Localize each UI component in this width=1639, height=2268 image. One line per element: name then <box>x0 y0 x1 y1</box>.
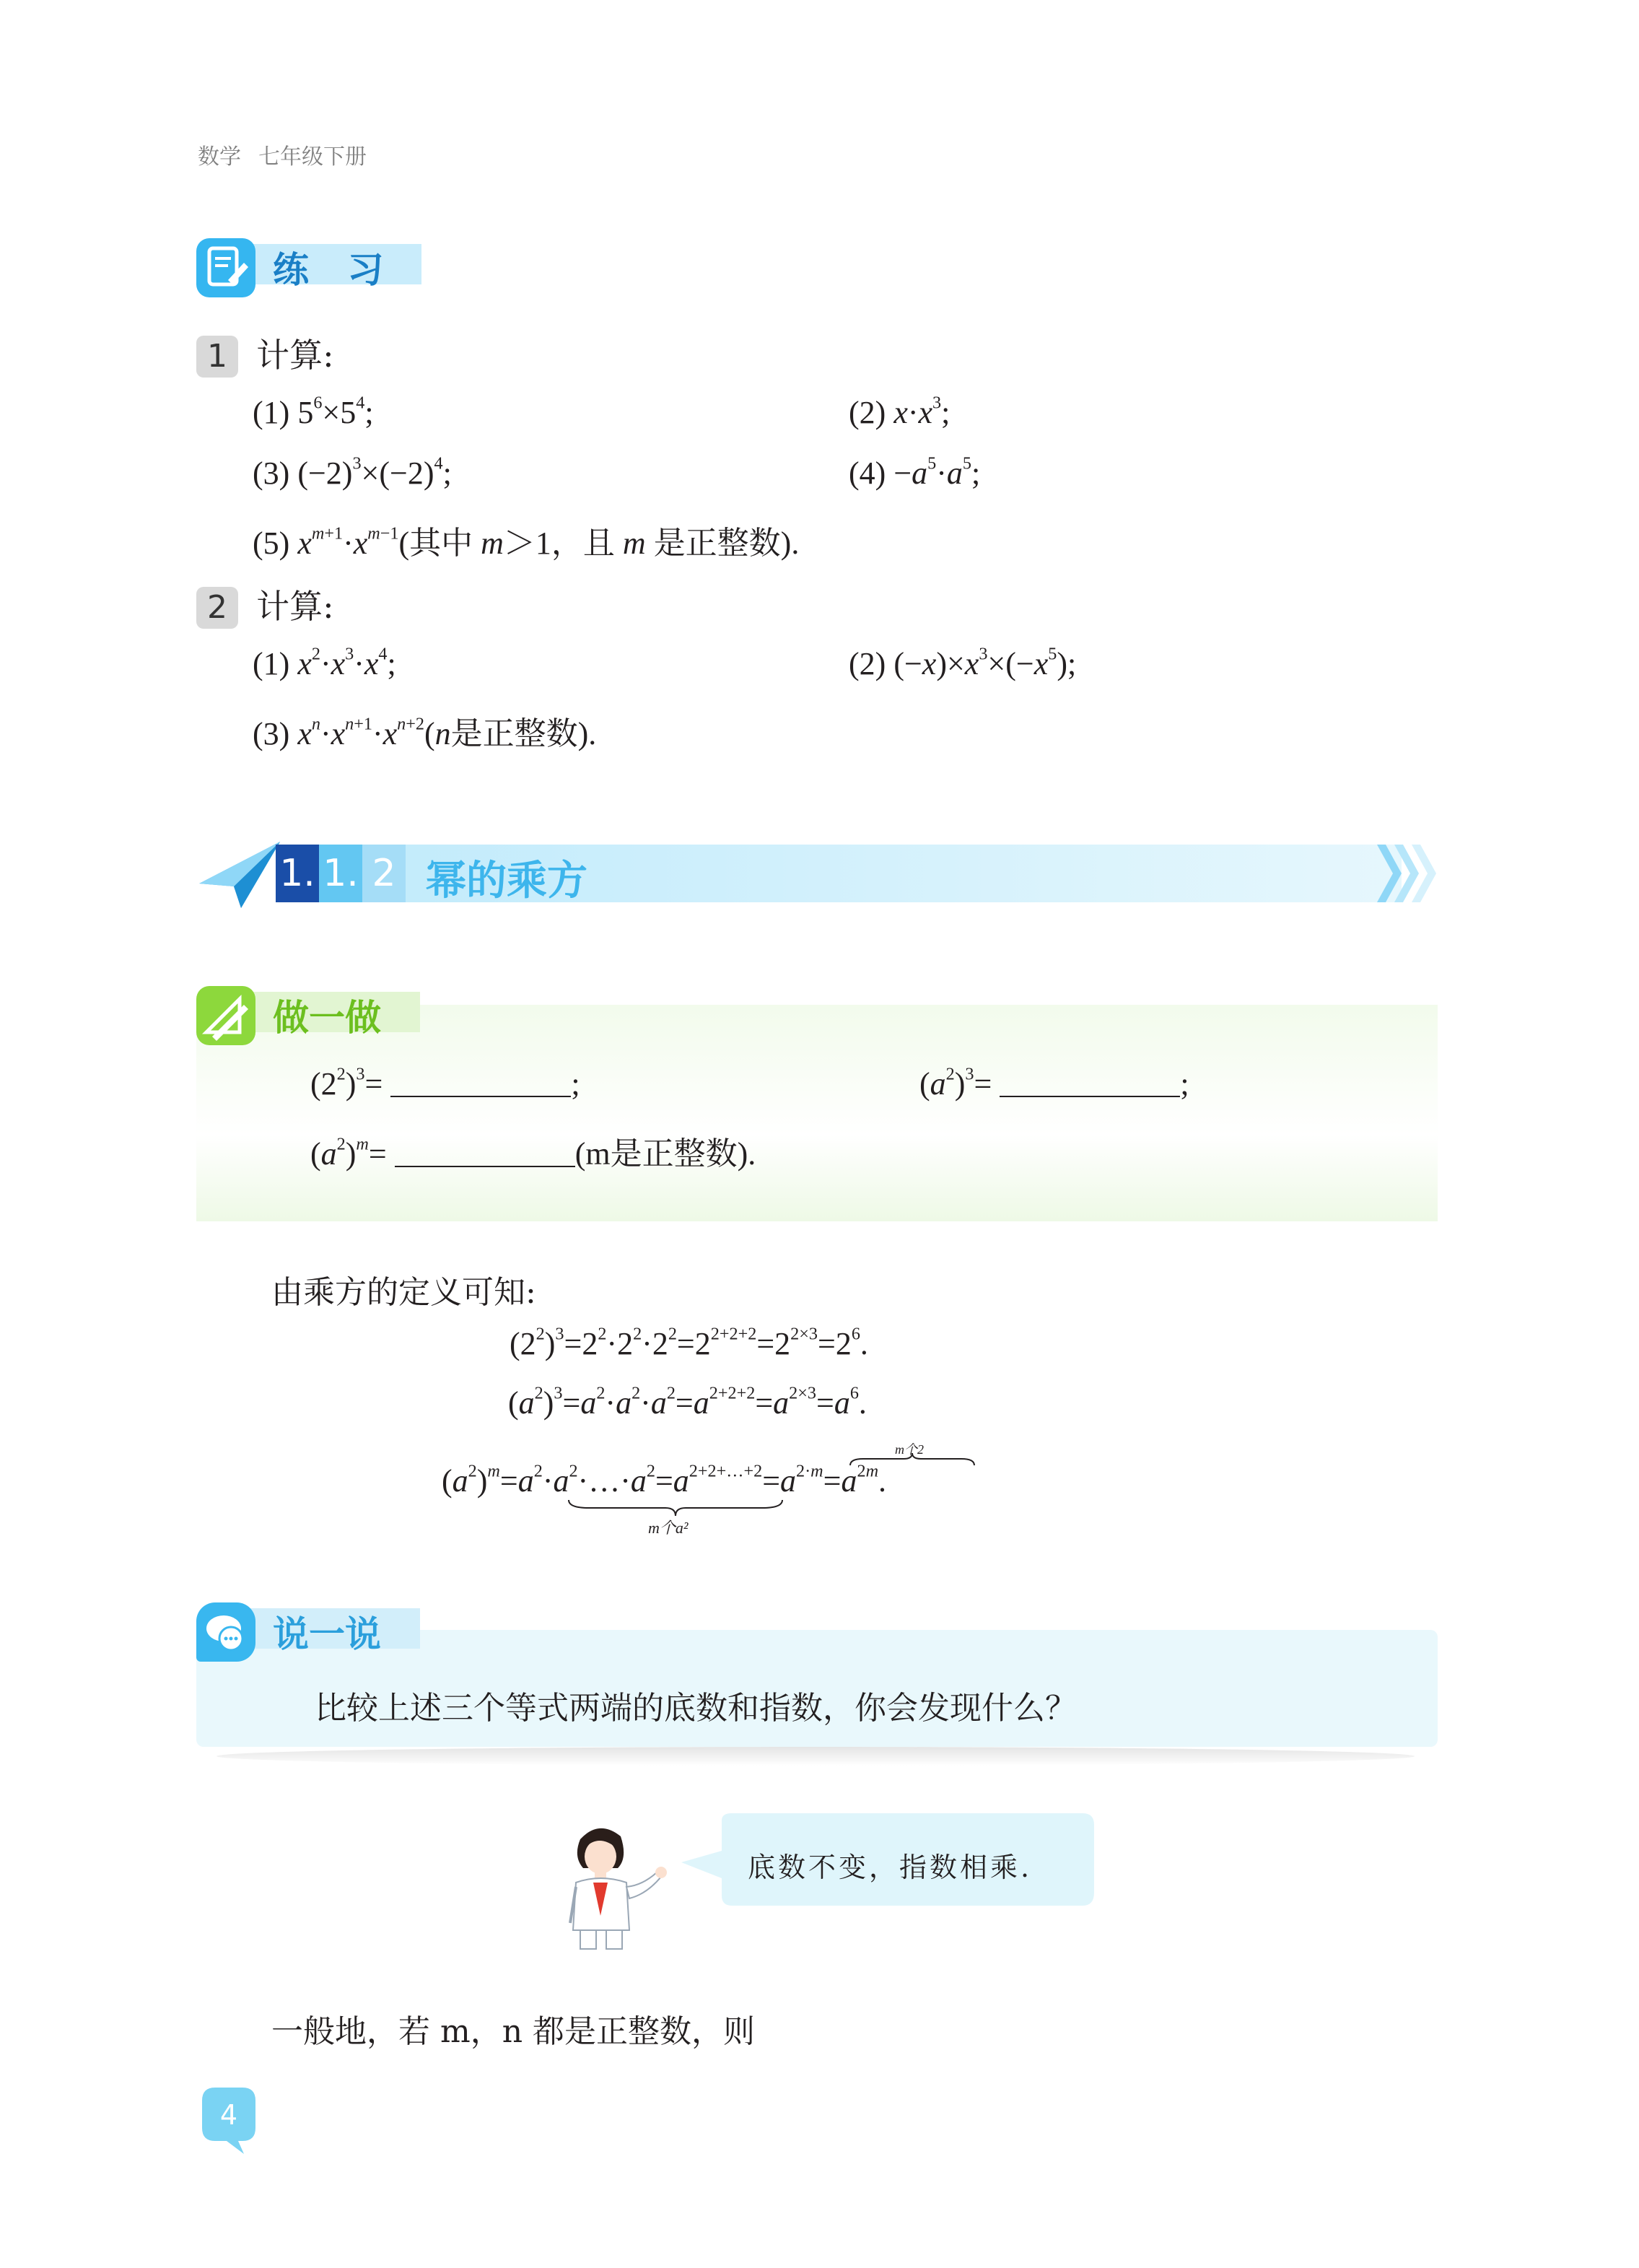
page-header <box>198 139 367 170</box>
item-label: (2) <box>849 646 886 681</box>
do-it-tag <box>196 986 427 1039</box>
item-label: (2) <box>849 395 886 430</box>
question-label: 计算: <box>256 336 334 375</box>
underbrace-icon <box>567 1499 784 1517</box>
ruler-pencil-icon <box>196 986 255 1045</box>
practice-tag <box>196 238 427 291</box>
question-2-heading <box>196 580 334 629</box>
q1-item-3: (3) $(-2)^3\times(-2)^4$; <box>253 453 452 491</box>
header-subject: 数学 <box>198 144 241 170</box>
item-label: (5) <box>253 525 290 561</box>
header-grade: 七年级下册 <box>258 144 367 170</box>
paper-plane-icon <box>196 839 283 908</box>
say-it-tag-label: 说一说 <box>273 1613 381 1655</box>
do-it-box <box>196 1005 1438 1221</box>
item-label: (1) <box>253 646 290 681</box>
section-number-1: 1. <box>276 845 319 902</box>
notepad-icon <box>196 238 255 297</box>
q1-item-4: $(4) -a^5\cdot a^5$; <box>849 453 981 491</box>
speech-bubble-text: 底数不变，指数相乘. <box>748 1852 1033 1883</box>
do-it-eq-2: $(a^2)^3=$ ; <box>919 1064 1189 1102</box>
item-label: (1) <box>253 395 290 430</box>
speech-bubble-icon <box>196 1602 255 1662</box>
brace-label-top: m个2 <box>895 1442 924 1457</box>
question-label: 计算: <box>256 587 334 626</box>
q2-item-3: (3) $x^n\cdot x^{n+1}\cdot x^{n+2}(n$是正整数). <box>253 714 597 751</box>
brace-label-bottom: m个a² <box>648 1519 689 1537</box>
answer-blank[interactable] <box>390 1071 571 1097</box>
page-number: 4 <box>219 2099 238 2131</box>
section-number-2: 1. <box>319 845 362 902</box>
q2-item-1: (1) $x^2\cdot x^3\cdot x^4$; <box>253 644 396 681</box>
section-heading-bar <box>196 839 1438 908</box>
question-1-heading <box>196 329 334 378</box>
question-number: 1 <box>196 336 238 378</box>
section-number-3: 2 <box>362 845 406 902</box>
girl-illustration <box>548 1822 671 1952</box>
question-number: 2 <box>196 587 238 629</box>
answer-blank[interactable] <box>1000 1071 1180 1097</box>
q1-item-1: (1) $5^6\times 5^4$; <box>253 393 374 430</box>
do-it-eq-1: $(2^2)^3=$ ; <box>310 1064 580 1102</box>
q2-item-2: (2) $(-x)\times x^3\times(-x^5)$; <box>849 644 1077 681</box>
definition-eq-1: $(2^2)^3=2^2\cdot 2^2\cdot 2^2=2^{2+2+2}=2^{2\times 3}=2^6$. <box>510 1324 868 1361</box>
general-statement: 一般地，若 m，n 都是正整数，则 <box>271 2013 756 2050</box>
q1-item-2: (2) $x\cdot x^3$; <box>849 393 950 430</box>
item-label: (3) <box>253 716 290 751</box>
practice-tag-label: 练 习 <box>273 249 397 291</box>
definition-intro: 由乘方的定义可知: <box>271 1274 536 1311</box>
definition-eq-3: $(a^2)^m=a^2\cdot a^2\cdot\dots\cdot a^2=a^{2+2+\dots+2}=a^{2\cdot m}=a^{2m}$. <box>442 1461 887 1499</box>
q1-item-5: (5) $x^{m+1}\cdot x^{m-1}$(其中 m＞1，且 m 是正整数). <box>253 523 800 561</box>
item-label: (3) <box>253 455 290 491</box>
do-it-tag-label: 做一做 <box>273 997 381 1039</box>
do-it-eq-3: $(a^2)^m= (m$是正整数). <box>310 1134 756 1172</box>
answer-blank[interactable] <box>395 1141 575 1167</box>
section-title: 幂的乘方 <box>426 858 587 904</box>
chevrons-icon <box>1374 845 1439 902</box>
definition-eq-2: $(a^2)^3=a^2\cdot a^2\cdot a^2=a^{2+2+2}=a^{2\times 3}=a^6$. <box>508 1383 867 1421</box>
item-label: (4) <box>849 455 886 491</box>
say-it-tag <box>196 1602 427 1655</box>
say-it-question: 比较上述三个等式两端的底数和指数，你会发现什么？ <box>315 1690 1077 1727</box>
